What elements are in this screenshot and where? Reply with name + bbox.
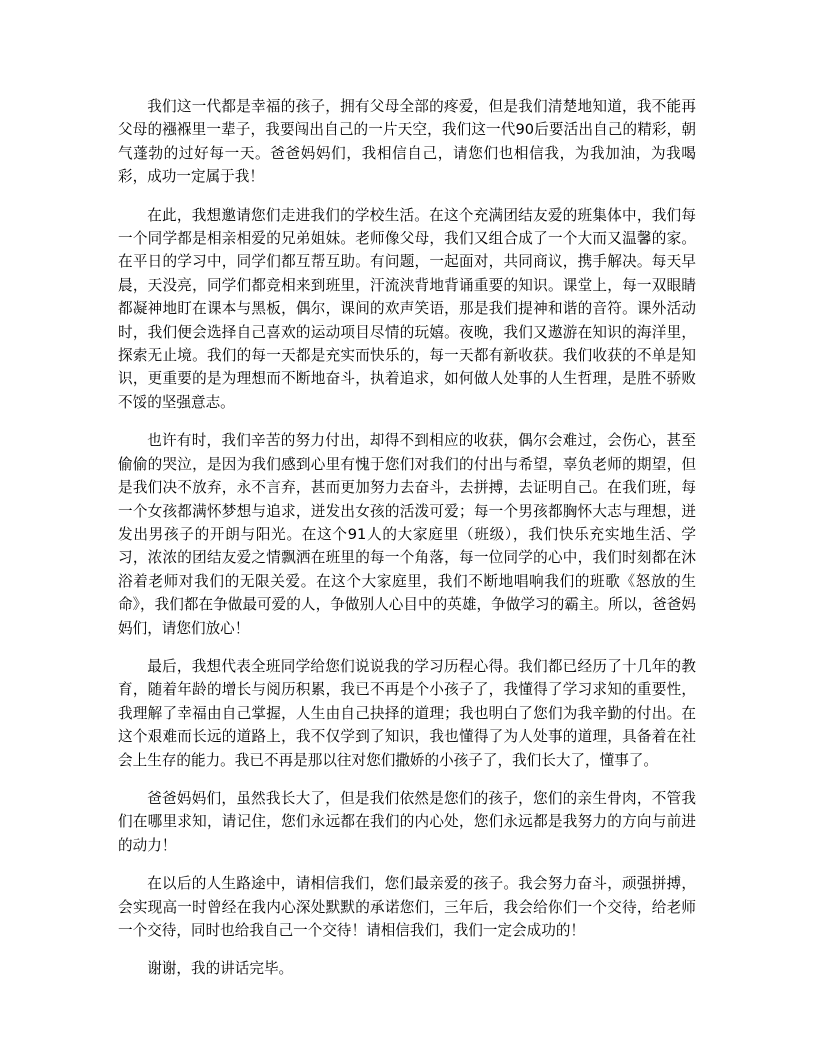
- paragraph-3: 也许有时，我们辛苦的努力付出，却得不到相应的收获，偶尔会难过，会伤心，甚至偷偷的哭泣，是因为我们感到心里有愧于您们对我们的付出与希望，辜负老师的期望，但是我们决不放弃，永不言弃，甚而更加努力去奋斗，去拼搏，去证明自己。在我们班，每一个女孩都满怀梦想与追求，迸发出女孩的活泼可爱；每一个男孩都胸怀大志与理想，迸发出男孩子的开朗与阳光。在这个91人的大家庭里（班级），我们快乐充实地生活、学习，浓浓的团结友爱之情飘洒在班里的每一个角落，每一位同学的心中，我们时刻都在沐浴着老师对我们的无限关爱。在这个大家庭里，我们不断地唱响我们的班歌《怒放的生命》，我们都在争做最可爱的人，争做别人心目中的英雄，争做学习的霸主。所以，爸爸妈妈们，请您们放心！: [118, 432, 696, 637]
- paragraph-6: 在以后的人生路途中，请相信我们，您们最亲爱的孩子。我会努力奋斗，顽强拼搏，会实现高一时曾经在我内心深处默默的承诺您们，三年后，我会给你们一个交待，给老师一个交待，同时也给我自己一个交待！请相信我们，我们一定会成功的！: [118, 875, 696, 939]
- paragraph-1: 我们这一代都是幸福的孩子，拥有父母全部的疼爱，但是我们清楚地知道，我不能再父母的襁褓里一辈子，我要闯出自己的一片天空，我们这一代90后要活出自己的精彩，朝气蓬勃的过好每一天。爸爸妈妈们，我相信自己，请您们也相信我，为我加油，为我喝彩，成功一定属于我！: [118, 98, 696, 186]
- paragraph-5: 爸爸妈妈们，虽然我长大了，但是我们依然是您们的孩子，您们的亲生骨肉，不管我们在哪里求知，请记住，您们永远都在我们的内心处，您们永远都是我努力的方向与前进的动力！: [118, 789, 696, 854]
- paragraph-2: 在此，我想邀请您们走进我们的学校生活。在这个充满团结友爱的班集体中，我们每一个同学都是相亲相爱的兄弟姐妹。老师像父母，我们又组合成了一个大而又温馨的家。在平日的学习中，同学们都互帮互助。有问题，一起面对，共同商议，携手解决。每天早晨，天没亮，同学们都竞相来到班里，汗流浃背地背诵重要的知识。课堂上，每一双眼睛都凝神地盯在课本与黑板，偶尔，课间的欢声笑语，那是我们提神和谐的音符。课外活动时，我们便会选择自己喜欢的运动项目尽情的玩嬉。夜晚，我们又遨游在知识的海洋里，探索无止境。我们的每一天都是充实而快乐的，每一天都有新收获。我们收获的不单是知识，更重要的是为理想而不断地奋斗，执着追求，如何做人处事的人生哲理，是胜不骄败不馁的坚强意志。: [118, 206, 696, 411]
- document-page: [118, 95, 696, 996]
- paragraph-4: 最后，我想代表全班同学给您们说说我的学习历程心得。我们都已经历了十几年的教育，随着年龄的增长与阅历积累，我已不再是个小孩子了，我懂得了学习求知的重要性，我理解了幸福由自己掌握，人生由自己抉择的道理；我也明白了您们为我辛勤的付出。在这个艰难而长远的道路上，我不仅学到了知识，我也懂得了为人处事的道理，具备着在社会上生存的能力。我已不再是那以往对您们撒娇的小孩子了，我们长大了，懂事了。: [118, 657, 696, 769]
- paragraph-7: 谢谢，我的讲话完毕。: [147, 960, 294, 978]
